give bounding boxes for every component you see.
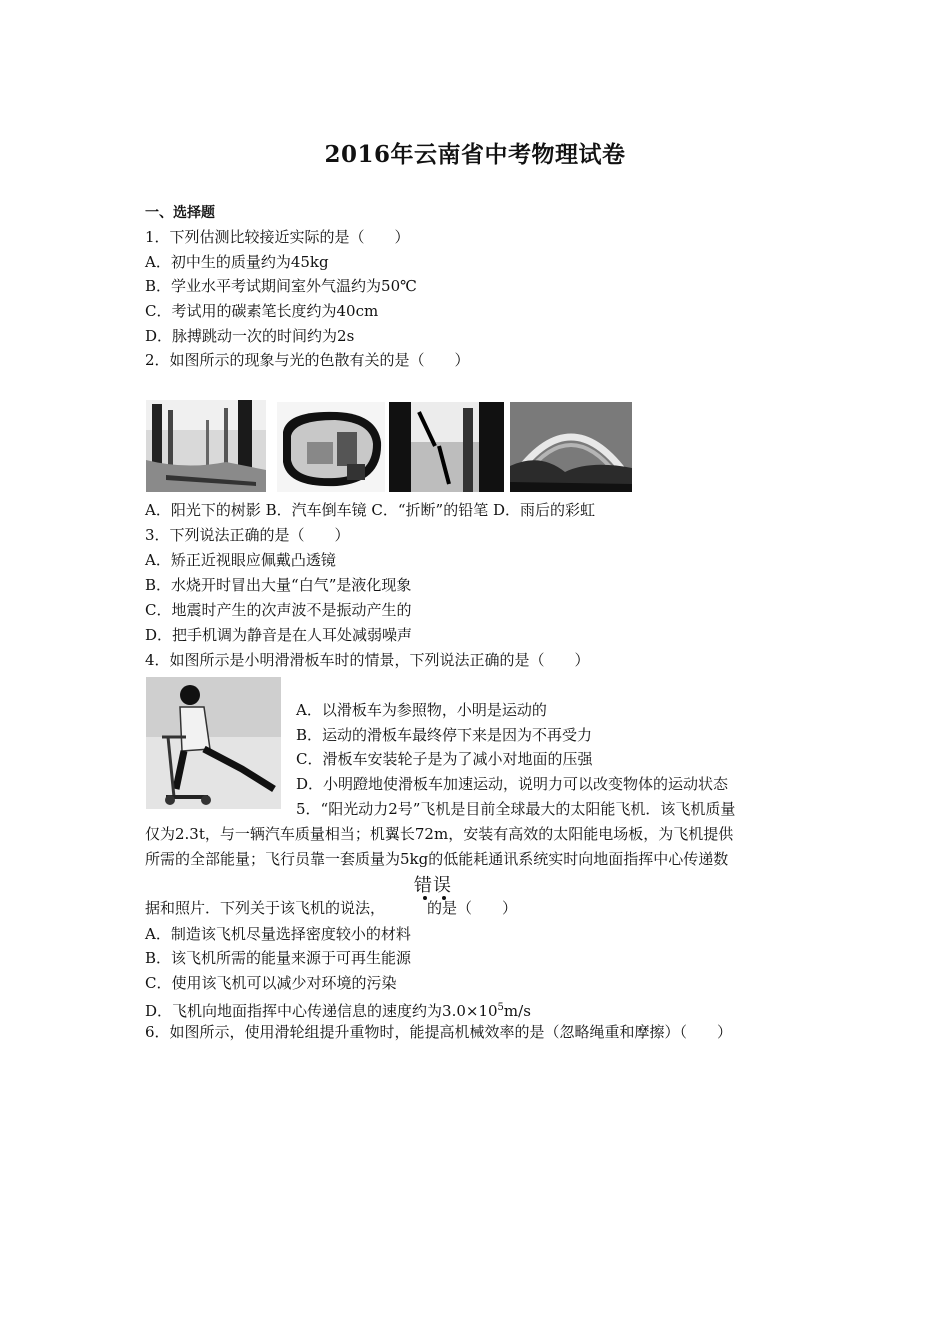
car-mirror-photo: [277, 402, 385, 492]
q1-option-a: A．初中生的质量约为45kg: [145, 253, 329, 271]
q6-stem: 6．如图所示，使用滑轮组提升重物时，能提高机械效率的是（忽略绳重和摩擦）（ ）: [145, 1023, 733, 1041]
q4-option-d: D．小明蹬地使滑板车加速运动，说明力可以改变物体的运动状态: [296, 775, 729, 793]
q2-stem: 2．如图所示的现象与光的色散有关的是（ ）: [145, 351, 470, 369]
q3-option-c: C．地震时产生的次声波不是振动产生的: [145, 601, 412, 619]
section-heading: 一、选择题: [145, 205, 215, 221]
q5-option-a: A．制造该飞机尽量选择密度较小的材料: [145, 925, 411, 943]
q3-option-d: D．把手机调为静音是在人耳处减弱噪声: [145, 626, 413, 644]
q5-option-d-exponent: 5: [497, 1002, 504, 1013]
q5-option-d-unit: m/s: [503, 1002, 531, 1020]
q4-option-b: B．运动的滑板车最终停下来是因为不再受力: [296, 726, 593, 744]
q3-stem: 3．下列说法正确的是（ ）: [145, 526, 350, 544]
q5-stem-line1: 5．“阳光动力2号”飞机是目前全球最大的太阳能飞机．该飞机质量: [296, 800, 736, 818]
q3-option-a: A．矫正近视眼应佩戴凸透镜: [145, 551, 336, 569]
bent-pencil-photo: [389, 402, 504, 492]
q1-stem: 1．下列估测比较接近实际的是（ ）: [145, 228, 410, 246]
emphasis-word: 错误: [414, 875, 452, 896]
q4-option-c: C．滑板车安装轮子是为了减小对地面的压强: [296, 750, 593, 768]
scooter-photo: [146, 677, 281, 809]
q5-option-d-text: D．飞机向地面指挥中心传递信息的速度约为3.0×10: [145, 1002, 498, 1020]
q2-options: A．阳光下的树影 B．汽车倒车镜 C．“折断”的铅笔 D．雨后的彩虹: [145, 501, 596, 519]
q5-stem-line2: 仅为2.3t，与一辆汽车质量相当；机翼长72m，安装有高效的太阳能电场板，为飞机提供: [145, 825, 734, 843]
q5-option-d: [145, 998, 531, 1021]
q5-option-b: B．该飞机所需的能量来源于可再生能源: [145, 949, 412, 967]
q4-stem: 4．如图所示是小明滑滑板车时的情景，下列说法正确的是（ ）: [145, 651, 590, 669]
q1-option-d: D．脉搏跳动一次的时间约为2s: [145, 327, 355, 345]
q5-stem-line3: 所需的全部能量；飞行员靠一套质量为5kg的低能耗通讯系统实时向地面指挥中心传递数: [145, 850, 729, 868]
q1-option-b: B．学业水平考试期间室外气温约为50℃: [145, 277, 417, 295]
q5-stem-line4: [145, 898, 517, 918]
page-title: 2016年云南省中考物理试卷: [324, 141, 626, 168]
q4-option-a: A．以滑板车为参照物，小明是运动的: [296, 701, 547, 719]
q5-stem-after: 的是（ ）: [427, 899, 518, 917]
q5-stem-before: 据和照片．下列关于该飞机的说法，: [145, 899, 386, 917]
tree-shadow-photo: [146, 400, 266, 492]
q1-option-c: C．考试用的碳素笔长度约为40cm: [145, 302, 379, 320]
q3-option-b: B．水烧开时冒出大量“白气”是液化现象: [145, 576, 412, 594]
rainbow-photo: [510, 402, 632, 492]
q5-option-c: C．使用该飞机可以减少对环境的污染: [145, 974, 397, 992]
